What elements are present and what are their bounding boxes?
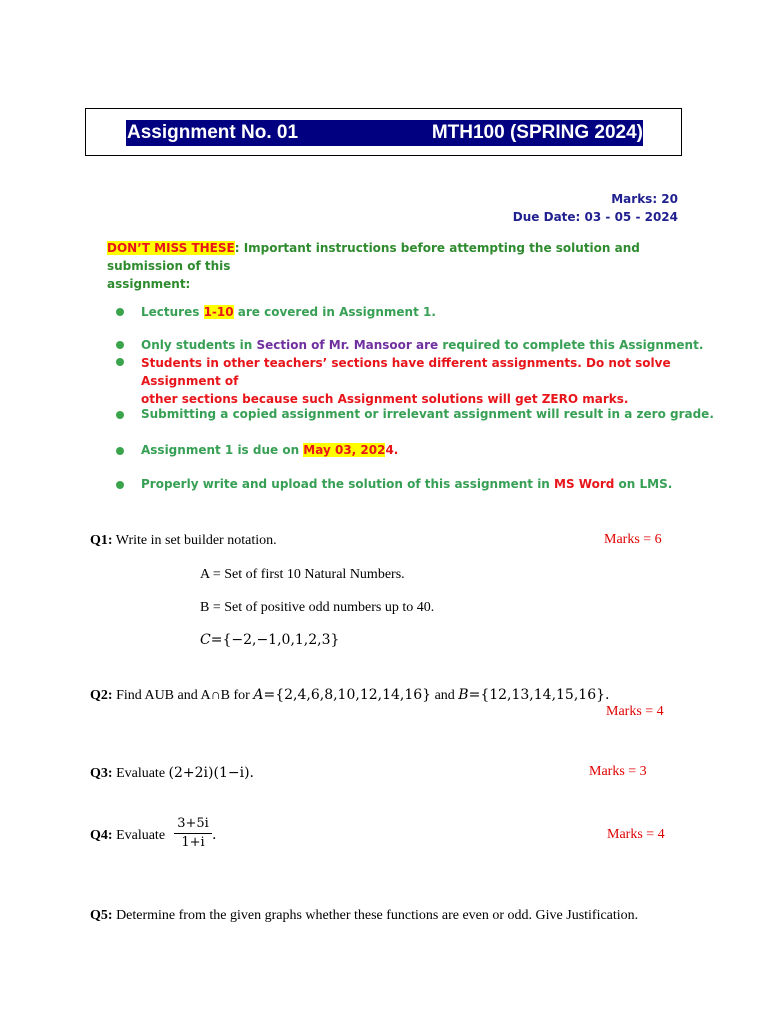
q5-label: Q5: <box>90 908 113 923</box>
q4-prompt <box>90 827 165 845</box>
q2-label: Q2: <box>90 688 113 703</box>
bullet-dot <box>116 481 124 489</box>
bullet-text: are covered in Assignment 1. <box>233 305 436 319</box>
instructions-heading <box>107 239 687 293</box>
q2-marks: Marks = 4 <box>606 704 664 719</box>
q4-fraction <box>174 816 212 851</box>
bullet-dot <box>116 308 124 316</box>
q1-label: Q1: <box>90 533 113 548</box>
q1-set-b: B = Set of positive odd numbers up to 40. <box>200 600 435 615</box>
set-b-elements: ={12,13,14,15,16}. <box>468 687 610 703</box>
q4-marks: Marks = 4 <box>607 827 665 842</box>
q1-set-c <box>200 632 339 648</box>
q5-prompt <box>90 907 638 925</box>
bullet-copied: Submitting a copied assignment or irrelevant assignment will result in a zero grade. <box>141 407 714 421</box>
q3-expression: (2+2i)(1−i). <box>168 765 254 781</box>
set-b-var: B <box>458 687 469 703</box>
q1-marks: Marks = 6 <box>604 532 662 547</box>
bullet-dot <box>116 341 124 349</box>
bullet-text: on LMS. <box>614 477 673 491</box>
set-c-var: C <box>200 632 211 648</box>
bullet-dot <box>116 447 124 455</box>
set-c-elements: ={−2,−1,0,1,2,3} <box>210 632 340 648</box>
q3-text: Evaluate <box>112 766 169 781</box>
assignment-title: Assignment No. 01 <box>126 120 432 146</box>
bullet-lectures <box>141 303 436 321</box>
set-a-var: A <box>253 687 264 703</box>
bullet-text: required to complete this Assignment. <box>438 338 704 352</box>
q2-prompt <box>90 686 609 705</box>
q4-text: Evaluate <box>112 828 166 843</box>
q4-tail: . <box>212 827 217 843</box>
lectures-range: 1-10 <box>203 305 234 319</box>
bullet-text: 4. <box>385 443 399 457</box>
warning-text-line2: assignment: <box>107 277 191 291</box>
due-highlight: May 03, 202 <box>303 443 386 457</box>
q5-text: Determine from the given graphs whether these functions are even or odd. Give Justification. <box>112 908 639 923</box>
bullet-other-sections <box>141 354 701 408</box>
bullet-section <box>141 336 703 354</box>
q3-marks: Marks = 3 <box>589 764 647 779</box>
q3-prompt <box>90 764 254 783</box>
ms-word: MS Word <box>554 477 615 491</box>
bullet-text: Students in other teachers’ sections have different assignments. Do not solve Assignment of <box>141 356 671 388</box>
bullet-text: Assignment 1 is due on <box>141 443 304 457</box>
q2-and: and <box>431 688 459 703</box>
q3-label: Q3: <box>90 766 113 781</box>
section-name: Section of Mr. Mansoor are <box>256 338 439 352</box>
set-a-elements: ={2,4,6,8,10,12,14,16} <box>263 687 432 703</box>
q1-prompt <box>90 532 277 550</box>
q4-denominator: 1+i <box>181 835 205 850</box>
q4-numerator: 3+5i <box>177 816 209 831</box>
q4-label: Q4: <box>90 828 113 843</box>
bullet-dot <box>116 411 124 419</box>
bullet-upload <box>141 475 672 493</box>
bullet-text: Properly write and upload the solution of this assignment in <box>141 477 555 491</box>
total-marks: Marks: 20 <box>611 192 678 206</box>
bullet-dot <box>116 358 124 366</box>
bullet-text: Lectures <box>141 305 204 319</box>
due-date: Due Date: 03 - 05 - 2024 <box>512 210 678 224</box>
bullet-text: other sections because such Assignment solutions will get ZERO marks. <box>141 392 629 406</box>
warning-label: DON’T MISS THESE <box>107 241 235 255</box>
warning-text: : Important instructions before attempting the solution and submission of this <box>107 241 640 273</box>
fraction-bar <box>174 833 212 834</box>
course-title: MTH100 (SPRING 2024) <box>430 120 643 146</box>
q2-text: Find AUB and A∩B for <box>112 688 254 703</box>
bullet-due <box>141 441 398 459</box>
q1-set-a: A = Set of first 10 Natural Numbers. <box>200 567 405 582</box>
q1-text: Write in set builder notation. <box>112 533 277 548</box>
bullet-text: Only students in <box>141 338 257 352</box>
